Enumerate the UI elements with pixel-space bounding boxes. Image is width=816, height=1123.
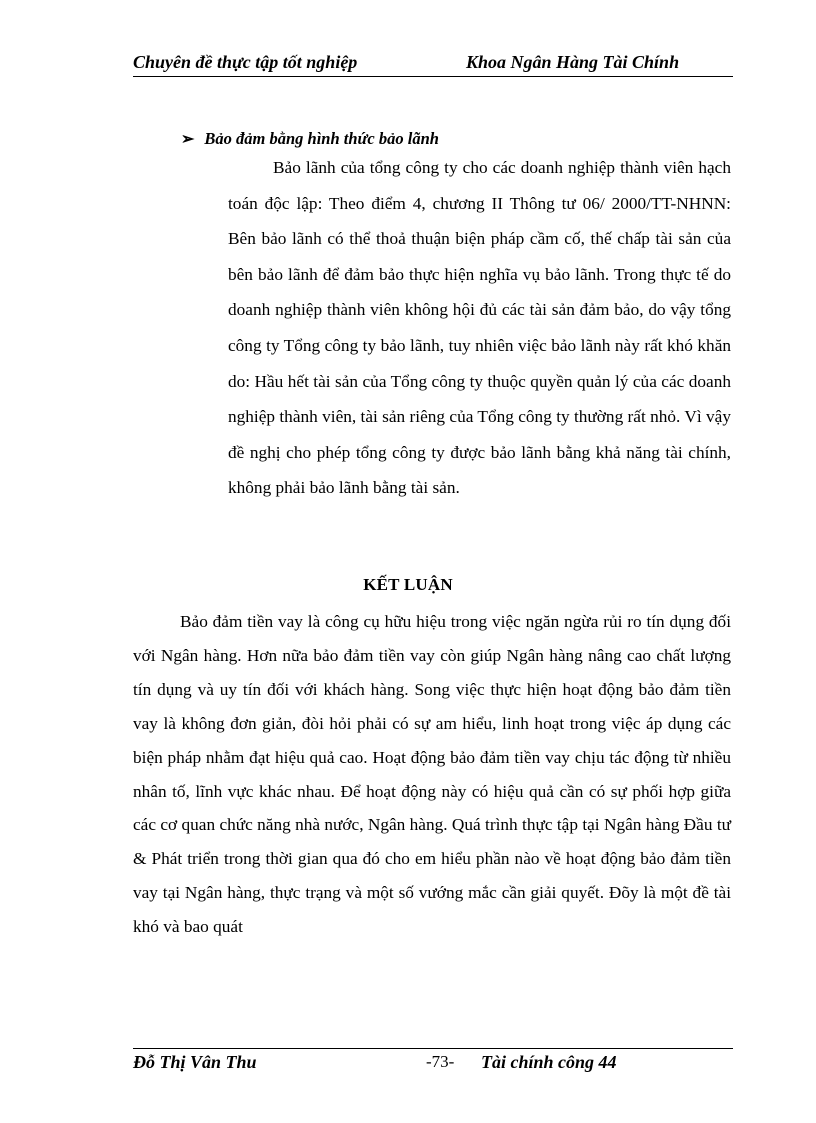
section-heading-text: Bảo đảm bằng hình thức bảo lãnh	[204, 129, 439, 148]
page-header	[133, 52, 733, 77]
page-footer	[133, 1048, 733, 1076]
conclusion-title: KẾT LUẬN	[363, 575, 453, 594]
conclusion-paragraph: Bảo đảm tiền vay là công cụ hữu hiệu trong việc ngăn ngừa rủi ro tín dụng đối với Ngân hàng. Hơn nữa bảo đảm tiền vay còn giúp Ngân hàng nâng cao chất lượng tín dụng và uy tín đối với khách hàng. Song việc thực hiện hoạt động bảo đảm tiền vay là không đơn giản, đòi hỏi phải có sự am hiểu, linh hoạt trong việc áp dụng các biện pháp nhằm đạt hiệu quả cao. Hoạt động bảo đảm tiền vay chịu tác động từ nhiều nhân tố, lĩnh vực khác nhau. Để hoạt động này có hiệu quả cần có sự phối hợp giữa các cơ quan chức năng nhà nước, Ngân hàng. Quá trình thực tập tại Ngân hàng Đầu tư & Phát triển trong thời gian qua đó cho em hiểu phần nào về hoạt động bảo đảm tiền vay tại Ngân hàng, thực trạng và một số vướng mắc cần giải quyết. Đõy là một đề tài khó và bao quát	[133, 612, 731, 937]
footer-page-number: -73-	[426, 1052, 455, 1071]
footer-class-name: Tài chính công 44	[481, 1052, 617, 1072]
footer-author: Đỗ Thị Vân Thu	[133, 1052, 257, 1072]
header-faculty-name: Khoa Ngân Hàng Tài Chính	[466, 52, 680, 72]
section-heading	[181, 129, 439, 149]
arrow-bullet-icon: ➢	[181, 131, 195, 148]
header-document-title: Chuyên đề thực tập tốt nghiệp	[133, 52, 358, 72]
guarantee-paragraph: Bảo lãnh của tổng công ty cho các doanh nghiệp thành viên hạch toán độc lập: Theo điểm 4, chương II Thông tư 06/ 2000/TT-NHNN: Bên bảo lãnh có thể thoả thuận biện pháp cầm cố, thế chấp tài sản của bên bảo lãnh để đảm bảo thực hiện nghĩa vụ bảo lãnh. Trong thực tế do doanh nghiệp thành viên không hội đủ các tài sản đảm bảo, do vậy tổng công ty Tổng công ty bảo lãnh, tuy nhiên việc bảo lãnh này rất khó khăn do: Hầu hết tài sản của Tổng công ty thuộc quyền quản lý của các doanh nghiệp thành viên, tài sản riêng của Tổng công ty thường rất nhỏ. Vì vậy đề nghị cho phép tổng công ty được bảo lãnh bằng khả năng tài chính, không phải bảo lãnh bằng tài sản.	[228, 158, 731, 498]
